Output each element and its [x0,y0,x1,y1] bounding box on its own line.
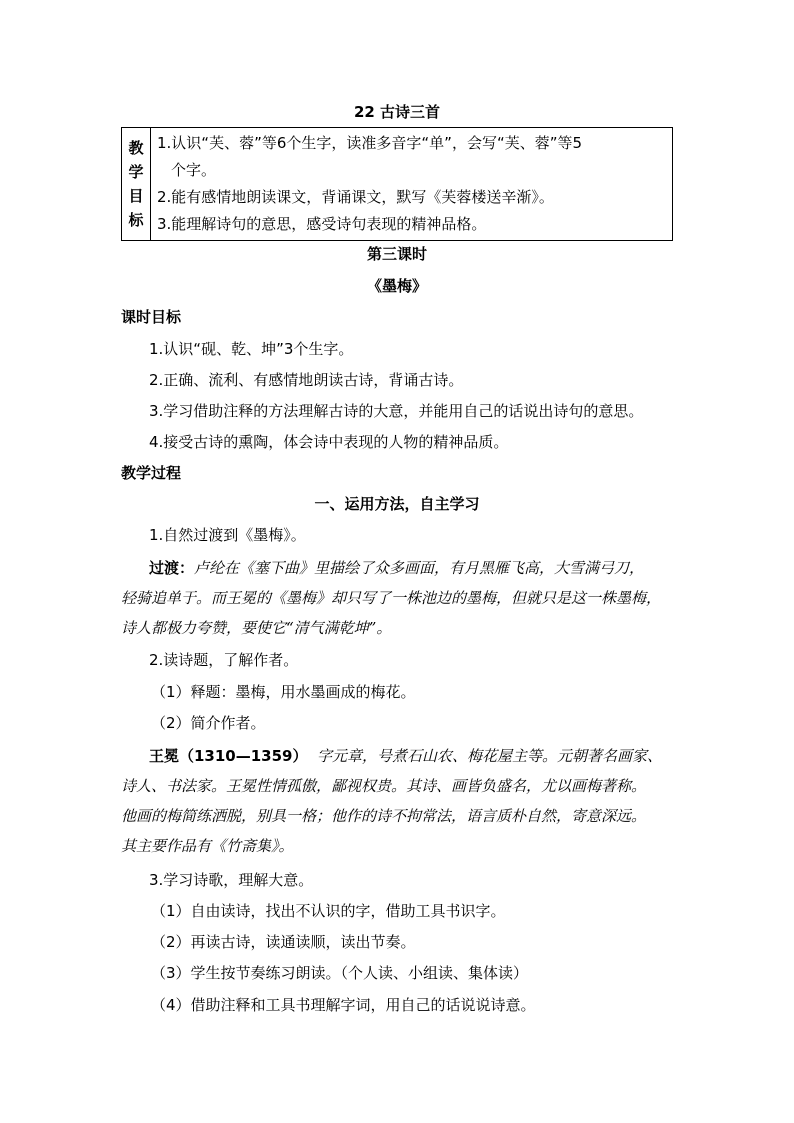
goal-item-1-continued: 个字。 [171,161,217,179]
step-3: 3.学习诗歌，理解大意。 [149,871,314,889]
step-2: 2.读诗题，了解作者。 [149,651,299,669]
transition-line: 轻骑追单于。而王冕的《墨梅》却只写了一株池边的墨梅，但就只是这一株墨梅， [121,589,662,607]
goals-header-char: 标 [128,211,144,229]
step-3-sub: （3）学生按节奏练习朗读。（个人读、小组读、集体读） [151,964,529,982]
step-2-sub-1: （1）释题：墨梅，用水墨画成的梅花。 [151,683,416,701]
objectives-heading: 课时目标 [121,308,182,326]
step-1: 1.自然过渡到《墨梅》。 [149,526,306,544]
transition-line: 诗人都极力夸赞，要使它“清气满乾坤”。 [121,619,392,637]
goal-item-2: 2.能有感情地朗读课文，背诵课文，默写《芙蓉楼送辛渐》。 [157,188,554,206]
transition-paragraph [121,553,679,643]
objective-item: 1.认识“砚、乾、坤”3个生字。 [149,340,354,358]
author-line: 字元章，号煮石山农、梅花屋主等。元朝著名画家、 [317,747,663,765]
objective-item: 4.接受古诗的熏陶，体会诗中表现的人物的精神品质。 [149,433,509,451]
goals-body-cell [151,128,673,241]
goal-item-3: 3.能理解诗句的意思，感受诗句表现的精神品格。 [157,215,487,233]
goals-header-char: 目 [128,187,144,205]
part-one-title: 一、运用方法，自主学习 [314,495,480,513]
objective-item: 2.正确、流利、有感情地朗读古诗，背诵古诗。 [149,371,464,389]
document-title: 22 古诗三首 [353,103,441,121]
step-3-sub: （1）自由读诗，找出不认识的字，借助工具书识字。 [151,902,506,920]
author-paragraph [121,741,679,861]
author-label: 王冕（1310—1359） [149,747,308,765]
author-line: 诗人、书法家。王冕性情孤傲，鄙视权贵。其诗、画皆负盛名，尤以画梅著称。 [121,777,647,795]
objective-item: 3.学习借助注释的方法理解古诗的大意，并能用自己的话说出诗句的意思。 [149,402,644,420]
author-line: 其主要作品有《竹斋集》。 [121,837,294,855]
lesson-heading: 第三课时 [366,245,427,263]
transition-label: 过渡： [149,559,195,577]
process-heading: 教学过程 [121,464,182,482]
author-line: 他画的梅简练洒脱，别具一格；他作的诗不拘常法，语言质朴自然，寄意深远。 [121,807,647,825]
step-2-sub-2: （2）简介作者。 [151,714,266,732]
step-3-sub: （2）再读古诗，读通读顺，读出节奏。 [151,933,416,951]
transition-line: 卢纶在《塞下曲》里描绘了众多画面，有月黑雁飞高，大雪满弓刀， [194,559,645,577]
teaching-goals-table [121,127,673,241]
goals-header-char: 学 [128,163,144,181]
goals-header-cell [122,128,151,241]
goal-item-1: 1.认识“芙、蓉”等6个生字，读准多音字“单”，会写“芙、蓉”等5 [157,134,583,152]
goals-header-char: 教 [128,139,144,157]
poem-title: 《墨梅》 [366,277,427,295]
step-3-sub: （4）借助注释和工具书理解字词，用自己的话说说诗意。 [151,996,536,1014]
